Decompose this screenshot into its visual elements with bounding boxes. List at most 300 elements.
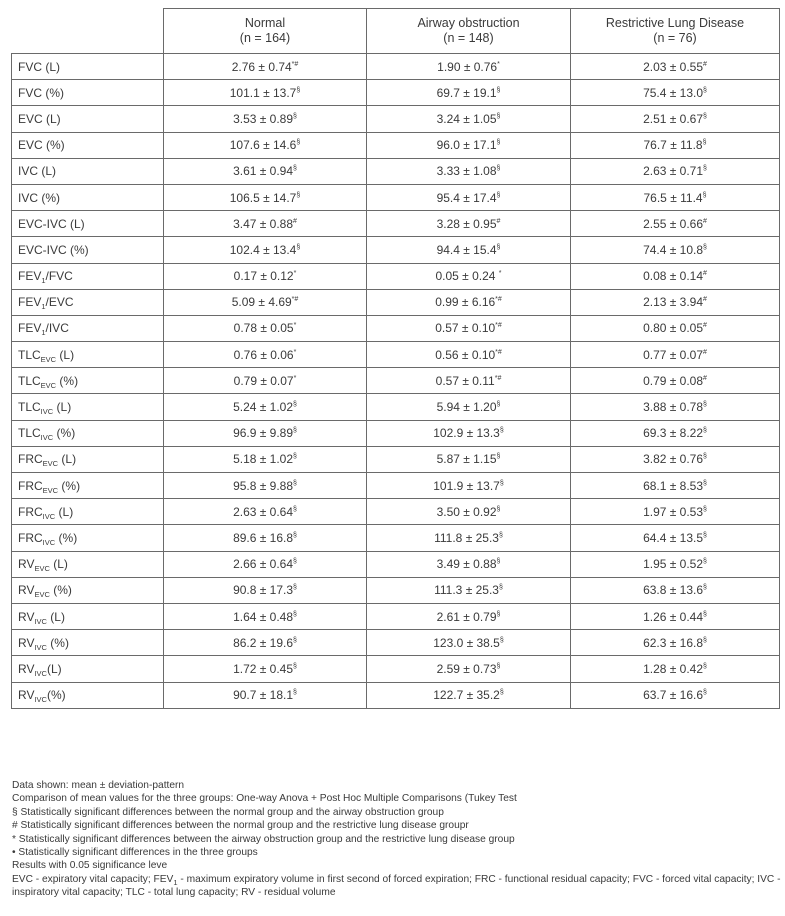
row-label-subscript: EVC <box>42 459 59 469</box>
table-row <box>12 473 780 499</box>
cell-normal <box>164 603 367 629</box>
significance-mark: § <box>499 636 504 644</box>
row-label <box>12 656 164 682</box>
row-label-subscript: IVC <box>34 668 47 678</box>
table-row <box>12 106 780 132</box>
significance-mark: # <box>496 217 501 225</box>
row-label <box>12 446 164 472</box>
cell-airway <box>367 499 571 525</box>
significance-mark: § <box>296 86 301 94</box>
cell-value: 2.51 ± 0.67 <box>643 111 704 126</box>
cell-value: 2.03 ± 0.55 <box>643 59 704 74</box>
row-label-subscript: IVC <box>42 537 56 547</box>
cell-airway <box>367 446 571 472</box>
cell-value: 96.9 ± 9.89 <box>233 426 294 441</box>
cell-value: 74.4 ± 10.8 <box>643 242 704 257</box>
table-row <box>12 237 780 263</box>
cell-value: 1.95 ± 0.52 <box>643 557 704 572</box>
row-label-text: FRC <box>18 504 43 519</box>
significance-mark: * <box>293 374 297 382</box>
row-label-suffix: (%) <box>49 583 72 598</box>
cell-airway <box>367 184 571 210</box>
significance-mark: § <box>703 662 707 670</box>
header-row <box>12 9 780 54</box>
cell-normal <box>164 368 367 394</box>
cell-value: 90.8 ± 17.3 <box>233 583 294 598</box>
cell-value: 89.6 ± 16.8 <box>233 530 294 545</box>
table-row <box>12 80 780 106</box>
row-label-text: EVC (L) <box>18 111 61 126</box>
cell-value: 3.28 ± 0.95 <box>436 216 497 231</box>
table-row <box>12 289 780 315</box>
row-label-subscript: IVC <box>42 511 56 521</box>
table-row <box>12 263 780 289</box>
significance-mark: *# <box>495 348 502 356</box>
note-footnote-3: * Statistically significant differences between the airway obstruction group and the restrictive lung disease group <box>12 833 515 845</box>
row-label-text: TLC <box>18 347 41 362</box>
table-row <box>12 551 780 577</box>
cell-value: 62.3 ± 16.8 <box>643 635 704 650</box>
header-normal-title: Normal <box>244 16 286 30</box>
cell-normal <box>164 420 367 446</box>
cell-restrictive <box>571 342 780 368</box>
row-label-text: FEV <box>18 321 42 336</box>
row-label-suffix: (%) <box>58 478 81 493</box>
row-label <box>12 184 164 210</box>
cell-restrictive <box>571 289 780 315</box>
row-label-subscript: EVC <box>40 380 57 390</box>
cell-airway <box>367 158 571 184</box>
significance-mark: § <box>496 112 501 120</box>
row-label-text: IVC (%) <box>18 190 60 205</box>
cell-value: 106.5 ± 14.7 <box>229 190 297 205</box>
cell-value: 122.7 ± 35.2 <box>433 688 500 703</box>
significance-mark: § <box>496 401 501 409</box>
significance-mark: * <box>497 60 500 68</box>
cell-value: 5.09 ± 4.69 <box>231 295 292 310</box>
note-comparison: Comparison of mean values for the three groups: One-way Anova + Post Hoc Multiple Comparisons (Tukey Test <box>12 793 517 805</box>
cell-restrictive <box>571 420 780 446</box>
row-label-text: FVC (%) <box>18 85 64 100</box>
row-label-subscript: EVC <box>42 485 59 495</box>
significance-mark: § <box>499 479 504 487</box>
cell-restrictive <box>571 603 780 629</box>
row-label <box>12 132 164 158</box>
cell-normal <box>164 54 367 80</box>
significance-mark: § <box>496 558 501 566</box>
significance-mark: § <box>703 558 707 566</box>
significance-mark: § <box>703 427 707 435</box>
row-label <box>12 106 164 132</box>
row-label-text: EVC (%) <box>18 138 65 153</box>
row-label-suffix: (%) <box>55 530 78 545</box>
table-row <box>12 211 780 237</box>
table-row <box>12 682 780 708</box>
significance-mark: # <box>703 374 707 382</box>
cell-restrictive <box>571 525 780 551</box>
cell-value: 63.8 ± 13.6 <box>643 583 704 598</box>
cell-value: 0.80 ± 0.05 <box>643 321 704 336</box>
significance-mark: § <box>296 191 301 199</box>
cell-normal <box>164 211 367 237</box>
cell-value: 3.82 ± 0.76 <box>643 452 704 467</box>
cell-restrictive <box>571 158 780 184</box>
row-label-text: RV <box>18 661 35 676</box>
cell-value: 3.61 ± 0.94 <box>233 164 294 179</box>
row-label-subscript: IVC <box>34 695 47 705</box>
cell-value: 63.7 ± 16.6 <box>643 688 704 703</box>
significance-mark: *# <box>291 60 299 68</box>
significance-mark: § <box>703 531 707 539</box>
table-row <box>12 158 780 184</box>
cell-normal <box>164 315 367 341</box>
table-row <box>12 577 780 603</box>
note-footnote-2: # Statistically significant differences between the normal group and the restrictive lung disease groupr <box>12 820 469 832</box>
significance-mark: *# <box>495 296 502 304</box>
significance-mark: § <box>496 505 501 513</box>
significance-mark: # <box>703 296 707 304</box>
significance-mark: § <box>703 479 707 487</box>
table-row <box>12 54 780 80</box>
cell-airway <box>367 577 571 603</box>
significance-mark: § <box>496 165 501 173</box>
cell-value: 3.33 ± 1.08 <box>436 164 497 179</box>
row-label-text: RV <box>18 635 35 650</box>
significance-mark: § <box>702 139 707 147</box>
significance-mark: § <box>703 636 707 644</box>
cell-value: 1.90 ± 0.76 <box>437 59 498 74</box>
row-label-text: TLC <box>18 426 41 441</box>
cell-value: 5.94 ± 1.20 <box>436 400 497 415</box>
cell-airway <box>367 106 571 132</box>
table-row <box>12 603 780 629</box>
row-label <box>12 54 164 80</box>
table-row <box>12 499 780 525</box>
significance-mark: # <box>293 217 297 225</box>
cell-value: 1.64 ± 0.48 <box>233 609 294 624</box>
row-label-text: EVC-IVC (L) <box>18 216 85 231</box>
row-label-suffix: (L) <box>46 661 62 676</box>
significance-mark: § <box>499 689 504 697</box>
row-label <box>12 682 164 708</box>
significance-mark: * <box>498 270 502 278</box>
row-label <box>12 394 164 420</box>
cell-value: 94.4 ± 15.4 <box>436 242 497 257</box>
cell-value: 68.1 ± 8.53 <box>643 478 704 493</box>
row-label-text: EVC-IVC (%) <box>18 242 89 257</box>
cell-airway <box>367 473 571 499</box>
cell-restrictive <box>571 211 780 237</box>
cell-value: 0.79 ± 0.08 <box>643 373 704 388</box>
row-label <box>12 577 164 603</box>
significance-mark: § <box>496 610 501 618</box>
cell-airway <box>367 211 571 237</box>
note-data-shown: Data shown: mean ± deviation-pattern <box>12 780 185 791</box>
cell-restrictive <box>571 630 780 656</box>
row-label <box>12 473 164 499</box>
cell-restrictive <box>571 263 780 289</box>
significance-mark: § <box>293 558 297 566</box>
significance-mark: § <box>293 427 297 435</box>
cell-restrictive <box>571 132 780 158</box>
significance-mark: § <box>498 531 503 539</box>
note-results: Results with 0.05 significance leve <box>12 860 168 872</box>
cell-airway <box>367 315 571 341</box>
cell-restrictive <box>571 315 780 341</box>
row-label-text: RV <box>18 557 35 572</box>
row-label-suffix: (%) <box>53 426 76 441</box>
cell-normal <box>164 446 367 472</box>
significance-mark: § <box>293 112 297 120</box>
table-row <box>12 525 780 551</box>
cell-value: 5.18 ± 1.02 <box>233 452 294 467</box>
cell-normal <box>164 499 367 525</box>
header-restrictive-title: Restrictive Lung Disease <box>605 16 745 30</box>
cell-value: 76.7 ± 11.8 <box>643 138 703 153</box>
significance-mark: # <box>703 217 707 225</box>
header-normal <box>164 9 367 54</box>
cell-value: 96.0 ± 17.1 <box>436 138 497 153</box>
cell-restrictive <box>571 473 780 499</box>
row-label-subscript: 1 <box>41 328 46 338</box>
cell-value: 3.47 ± 0.88 <box>233 216 294 231</box>
row-label <box>12 80 164 106</box>
significance-mark: § <box>499 427 504 435</box>
note-abbr-sub: 1 <box>173 877 178 887</box>
cell-normal <box>164 184 367 210</box>
cell-normal <box>164 263 367 289</box>
cell-restrictive <box>571 682 780 708</box>
row-label-suffix: (%) <box>46 688 66 703</box>
row-label-subscript: 1 <box>41 302 46 312</box>
row-label-suffix: (L) <box>49 557 68 572</box>
significance-mark: § <box>703 584 707 592</box>
cell-normal <box>164 656 367 682</box>
cell-value: 86.2 ± 19.6 <box>233 635 294 650</box>
cell-normal <box>164 682 367 708</box>
row-label-text: IVC (L) <box>18 164 57 179</box>
row-label-subscript: IVC <box>40 433 54 443</box>
cell-normal <box>164 394 367 420</box>
cell-value: 3.88 ± 0.78 <box>643 400 704 415</box>
header-airway-n: (n = 148) <box>443 31 494 45</box>
cell-value: 111.3 ± 25.3 <box>434 583 499 598</box>
cell-value: 102.4 ± 13.4 <box>229 242 297 257</box>
cell-value: 0.57 ± 0.11 <box>435 373 495 388</box>
cell-normal <box>164 80 367 106</box>
significance-mark: § <box>703 453 707 461</box>
cell-airway <box>367 525 571 551</box>
header-restrictive-n: (n = 76) <box>653 31 697 45</box>
significance-mark: § <box>703 165 707 173</box>
cell-value: 0.56 ± 0.10 <box>435 347 496 362</box>
cell-airway <box>367 394 571 420</box>
significance-mark: § <box>498 584 503 592</box>
significance-mark: § <box>293 401 297 409</box>
cell-airway <box>367 682 571 708</box>
cell-value: 2.76 ± 0.74 <box>231 59 292 74</box>
cell-normal <box>164 630 367 656</box>
note-abbr-part2: - maximum expiratory volume in first second of forced expiration; FRC - functional residual capacity; FVC - forced vital capacity; IVC - inspiratory vital capacity; TLC - total lung capacity; RV - residual volume <box>12 873 781 899</box>
cell-restrictive <box>571 551 780 577</box>
cell-value: 3.24 ± 1.05 <box>436 111 497 126</box>
cell-value: 0.17 ± 0.12 <box>233 269 294 284</box>
cell-value: 101.9 ± 13.7 <box>433 478 500 493</box>
row-label-text: FRC <box>18 452 43 467</box>
cell-restrictive <box>571 499 780 525</box>
significance-mark: *# <box>494 374 502 382</box>
cell-value: 107.6 ± 14.6 <box>229 138 297 153</box>
cell-normal <box>164 342 367 368</box>
cell-value: 95.8 ± 9.88 <box>233 478 294 493</box>
row-label <box>12 342 164 368</box>
table-row <box>12 184 780 210</box>
cell-airway <box>367 54 571 80</box>
row-label-subscript: EVC <box>34 590 50 600</box>
significance-mark: *# <box>291 296 299 304</box>
cell-airway <box>367 420 571 446</box>
cell-value: 2.63 ± 0.71 <box>643 164 704 179</box>
row-label-subscript: 1 <box>41 276 46 286</box>
row-label-subscript: IVC <box>34 642 47 652</box>
significance-mark: § <box>496 139 501 147</box>
cell-airway <box>367 237 571 263</box>
row-label-suffix: (L) <box>46 609 65 624</box>
note-abbreviations <box>12 873 782 900</box>
row-label-text: RV <box>18 609 35 624</box>
cell-normal <box>164 551 367 577</box>
row-label-subscript: IVC <box>34 616 47 626</box>
cell-restrictive <box>571 237 780 263</box>
significance-mark: § <box>296 139 301 147</box>
significance-mark: § <box>293 636 297 644</box>
cell-value: 3.50 ± 0.92 <box>436 504 497 519</box>
header-airway <box>367 9 571 54</box>
significance-mark: § <box>293 505 297 513</box>
header-airway-title: Airway obstruction <box>417 16 520 30</box>
cell-value: 0.78 ± 0.05 <box>233 321 294 336</box>
row-label-suffix: /EVC <box>45 295 74 310</box>
significance-mark: § <box>296 243 301 251</box>
cell-normal <box>164 132 367 158</box>
row-label <box>12 158 164 184</box>
significance-mark: § <box>703 401 707 409</box>
cell-normal <box>164 237 367 263</box>
significance-mark: § <box>293 689 297 697</box>
cell-restrictive <box>571 446 780 472</box>
cell-value: 2.61 ± 0.79 <box>436 609 497 624</box>
cell-value: 5.87 ± 1.15 <box>436 452 497 467</box>
significance-mark: # <box>703 60 707 68</box>
cell-value: 5.24 ± 1.02 <box>233 400 294 415</box>
cell-restrictive <box>571 368 780 394</box>
significance-mark: § <box>293 479 297 487</box>
cell-airway <box>367 656 571 682</box>
row-label-text: FEV <box>18 295 42 310</box>
row-label-subscript: EVC <box>40 354 57 364</box>
cell-restrictive <box>571 656 780 682</box>
significance-mark: § <box>293 584 297 592</box>
row-label-text: FRC <box>18 530 43 545</box>
row-label-suffix: (L) <box>55 504 74 519</box>
cell-value: 1.28 ± 0.42 <box>643 661 704 676</box>
cell-value: 75.4 ± 13.0 <box>643 85 704 100</box>
cell-normal <box>164 577 367 603</box>
table-row <box>12 394 780 420</box>
row-label <box>12 603 164 629</box>
table-row <box>12 132 780 158</box>
row-label-text: FEV <box>18 269 42 284</box>
row-label-text: TLC <box>18 400 41 415</box>
cell-airway <box>367 132 571 158</box>
cell-value: 76.5 ± 11.4 <box>643 190 703 205</box>
table-body <box>12 54 780 709</box>
cell-normal <box>164 473 367 499</box>
cell-value: 2.59 ± 0.73 <box>436 661 497 676</box>
note-abbr-part1: EVC - expiratory vital capacity; FEV <box>12 873 174 885</box>
cell-value: 0.77 ± 0.07 <box>643 347 704 362</box>
cell-value: 1.26 ± 0.44 <box>643 609 704 624</box>
row-label <box>12 420 164 446</box>
significance-mark: § <box>293 610 297 618</box>
cell-value: 95.4 ± 17.4 <box>436 190 497 205</box>
cell-value: 64.4 ± 13.5 <box>643 530 704 545</box>
cell-value: 2.13 ± 3.94 <box>643 295 704 310</box>
significance-mark: § <box>496 86 501 94</box>
row-label <box>12 289 164 315</box>
row-label-suffix: /IVC <box>45 321 69 336</box>
significance-mark: § <box>703 689 707 697</box>
cell-value: 90.7 ± 18.1 <box>233 688 294 703</box>
cell-value: 101.1 ± 13.7 <box>229 85 297 100</box>
row-label-suffix: /FVC <box>45 269 73 284</box>
row-label <box>12 237 164 263</box>
header-restrictive <box>571 9 780 54</box>
row-label-suffix: (%) <box>46 635 69 650</box>
significance-mark: § <box>496 243 501 251</box>
cell-airway <box>367 289 571 315</box>
table-row <box>12 315 780 341</box>
cell-value: 69.7 ± 19.1 <box>436 85 497 100</box>
significance-mark: # <box>703 322 707 330</box>
significance-mark: § <box>293 165 297 173</box>
cell-value: 2.66 ± 0.64 <box>233 557 294 572</box>
cell-value: 1.72 ± 0.45 <box>233 661 294 676</box>
cell-value: 3.49 ± 0.88 <box>436 557 497 572</box>
cell-value: 1.97 ± 0.53 <box>643 504 704 519</box>
note-footnote-1: § Statistically significant differences between the normal group and the airway obstruction group <box>12 806 444 818</box>
cell-airway <box>367 368 571 394</box>
row-label-suffix: (L) <box>58 452 77 467</box>
row-label-text: RV <box>18 688 35 703</box>
cell-value: 2.63 ± 0.64 <box>233 504 294 519</box>
significance-mark: § <box>703 86 707 94</box>
cell-restrictive <box>571 80 780 106</box>
significance-mark: § <box>293 531 297 539</box>
row-label <box>12 525 164 551</box>
significance-mark: § <box>496 191 501 199</box>
cell-restrictive <box>571 577 780 603</box>
cell-value: 0.05 ± 0.24 <box>435 269 499 284</box>
significance-mark: § <box>702 191 707 199</box>
table-row <box>12 342 780 368</box>
row-label <box>12 499 164 525</box>
table-row <box>12 420 780 446</box>
header-normal-n: (n = 164) <box>239 31 291 45</box>
significance-mark: § <box>496 453 501 461</box>
row-label-text: FRC <box>18 478 43 493</box>
significance-mark: § <box>293 662 297 670</box>
